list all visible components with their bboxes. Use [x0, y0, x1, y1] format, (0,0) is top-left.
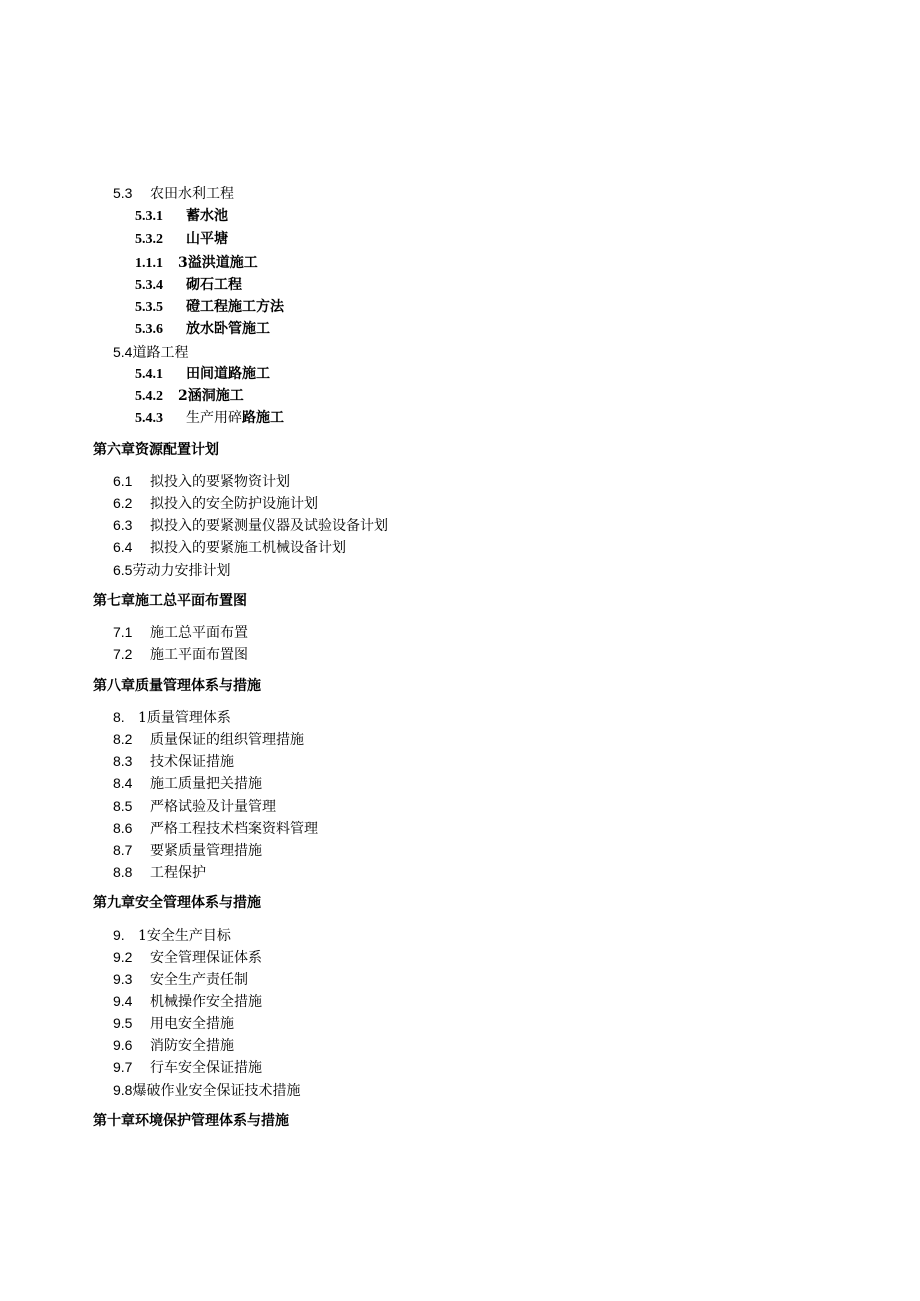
entry-title: 磴工程施工方法: [186, 299, 284, 315]
toc-entry-1-1-1: [135, 254, 258, 272]
entry-title: 砌石工程: [186, 277, 242, 293]
entry-number: 9.5: [113, 1015, 133, 1031]
entry-number: 5.3: [113, 185, 133, 201]
entry-number: 8.8: [113, 864, 133, 880]
chapter-9-heading: 第九章安全管理体系与措施: [93, 895, 261, 911]
toc-entry-8-8: [113, 863, 206, 881]
toc-entry-5-3: [113, 184, 234, 202]
toc-entry-5-4-3: [135, 409, 284, 427]
toc-entry-7-2: [113, 645, 248, 663]
toc-entry-5-4-2: [135, 387, 244, 405]
entry-number: 5.4.2: [135, 389, 163, 404]
entry-title: 拟投入的安全防护设施计划: [150, 496, 318, 512]
entry-number: 7.1: [113, 624, 133, 640]
chapter-6-heading: 第六章资源配置计划: [93, 442, 219, 458]
entry-number: 5.4.1: [135, 367, 163, 382]
entry-title: 蓄水池: [186, 208, 228, 224]
toc-entry-5-3-1: [135, 207, 228, 225]
toc-entry-9-1: [113, 926, 231, 944]
entry-title: 机械操作安全措施: [150, 994, 262, 1010]
entry-title: 用电安全措施: [150, 1016, 234, 1032]
entry-number: 5.3.4: [135, 278, 163, 293]
toc-entry-8-5: [113, 797, 276, 815]
entry-number: 6.2: [113, 495, 133, 511]
toc-entry-8-4: [113, 774, 262, 792]
chapter-10-heading: 第十章环境保护管理体系与措施: [93, 1113, 289, 1129]
entry-title: 严格试验及计量管理: [150, 799, 276, 815]
chapter-8-heading: 第八章质量管理体系与措施: [93, 678, 261, 694]
entry-title: 工程保护: [150, 865, 206, 881]
entry-title: 拟投入的要紧施工机械设备计划: [150, 540, 346, 556]
entry-number: 8.2: [113, 731, 133, 747]
chapter-7-heading: 第七章施工总平面布置图: [93, 593, 247, 609]
entry-title: 施工质量把关措施: [150, 776, 262, 792]
entry-title: 劳动力安排计划: [132, 563, 231, 579]
toc-entry-6-3: [113, 516, 388, 534]
toc-entry-5-3-2: [135, 230, 228, 248]
entry-title: 农田水利工程: [150, 186, 234, 202]
entry-title: 要紧质量管理措施: [150, 843, 262, 859]
entry-number: 9.8: [113, 1082, 133, 1098]
toc-entry-6-4: [113, 538, 346, 556]
entry-number: 8.: [113, 709, 125, 725]
entry-number: 8.3: [113, 753, 133, 769]
toc-entry-5-4: [113, 343, 188, 361]
entry-title: 安全生产责任制: [150, 972, 248, 988]
entry-title: 消防安全措施: [150, 1038, 234, 1054]
entry-title: 3溢洪道施工: [178, 255, 258, 271]
entry-title: 放水卧管施工: [186, 321, 270, 337]
entry-number: 6.4: [113, 539, 133, 555]
entry-title: 拟投入的要紧物资计划: [150, 474, 290, 490]
toc-entry-9-6: [113, 1036, 234, 1054]
entry-title: 田间道路施工: [186, 366, 270, 382]
entry-title: 行车安全保证措施: [150, 1060, 262, 1076]
toc-entry-6-1: [113, 472, 290, 490]
entry-number: 8.5: [113, 798, 133, 814]
entry-title: 拟投入的要紧测量仪器及试验设备计划: [150, 518, 388, 534]
toc-entry-5-4-1: [135, 365, 270, 383]
entry-number: 5.3.5: [135, 300, 163, 315]
toc-entry-5-3-4: [135, 276, 242, 294]
entry-number: 8.4: [113, 775, 133, 791]
entry-number: 1.1.1: [135, 256, 163, 271]
entry-title: 施工总平面布置: [150, 625, 248, 641]
entry-title: 1质量管理体系: [138, 710, 231, 726]
entry-number: 5.3.6: [135, 322, 163, 337]
toc-entry-9-5: [113, 1014, 234, 1032]
toc-entry-9-3: [113, 970, 248, 988]
entry-title: 1安全生产目标: [138, 928, 231, 944]
entry-number: 9.4: [113, 993, 133, 1009]
entry-number: 9.6: [113, 1037, 133, 1053]
entry-number: 5.3.2: [135, 232, 163, 247]
entry-number: 6.3: [113, 517, 133, 533]
entry-title: 质量保证的组织管理措施: [150, 732, 304, 748]
entry-title-part: 生产用碎: [186, 410, 242, 426]
entry-number: 5.4: [113, 344, 133, 360]
entry-title: 安全管理保证体系: [150, 950, 262, 966]
entry-number: 6.1: [113, 473, 133, 489]
toc-entry-8-2: [113, 730, 304, 748]
entry-title: 技术保证措施: [150, 754, 234, 770]
toc-entry-6-2: [113, 494, 318, 512]
toc-entry-8-6: [113, 819, 318, 837]
toc-entry-9-4: [113, 992, 262, 1010]
toc-entry-9-8: [113, 1081, 300, 1099]
entry-number: 9.7: [113, 1059, 133, 1075]
entry-number: 5.3.1: [135, 209, 163, 224]
entry-title: 严格工程技术档案资料管理: [150, 821, 318, 837]
toc-entry-9-7: [113, 1058, 262, 1076]
entry-title: 爆破作业安全保证技术措施: [132, 1083, 301, 1099]
entry-title-part-bold: 路施工: [242, 410, 284, 426]
entry-title: 山平塘: [186, 231, 228, 247]
entry-number: 9.3: [113, 971, 133, 987]
toc-entry-8-3: [113, 752, 234, 770]
toc-entry-8-7: [113, 841, 262, 859]
entry-title: 2涵洞施工: [178, 388, 244, 404]
toc-entry-9-2: [113, 948, 262, 966]
entry-title: 道路工程: [132, 345, 189, 361]
toc-entry-5-3-5: [135, 298, 284, 316]
entry-number: 9.2: [113, 949, 133, 965]
entry-number: 9.: [113, 927, 125, 943]
entry-number: 5.4.3: [135, 411, 163, 426]
toc-entry-8-1: [113, 708, 231, 726]
entry-number: 8.7: [113, 842, 133, 858]
entry-number: 6.5: [113, 562, 133, 578]
entry-title: 施工平面布置图: [150, 647, 248, 663]
entry-number: 7.2: [113, 646, 133, 662]
toc-entry-6-5: [113, 561, 230, 579]
toc-entry-7-1: [113, 623, 248, 641]
entry-number: 8.6: [113, 820, 133, 836]
toc-entry-5-3-6: [135, 320, 270, 338]
